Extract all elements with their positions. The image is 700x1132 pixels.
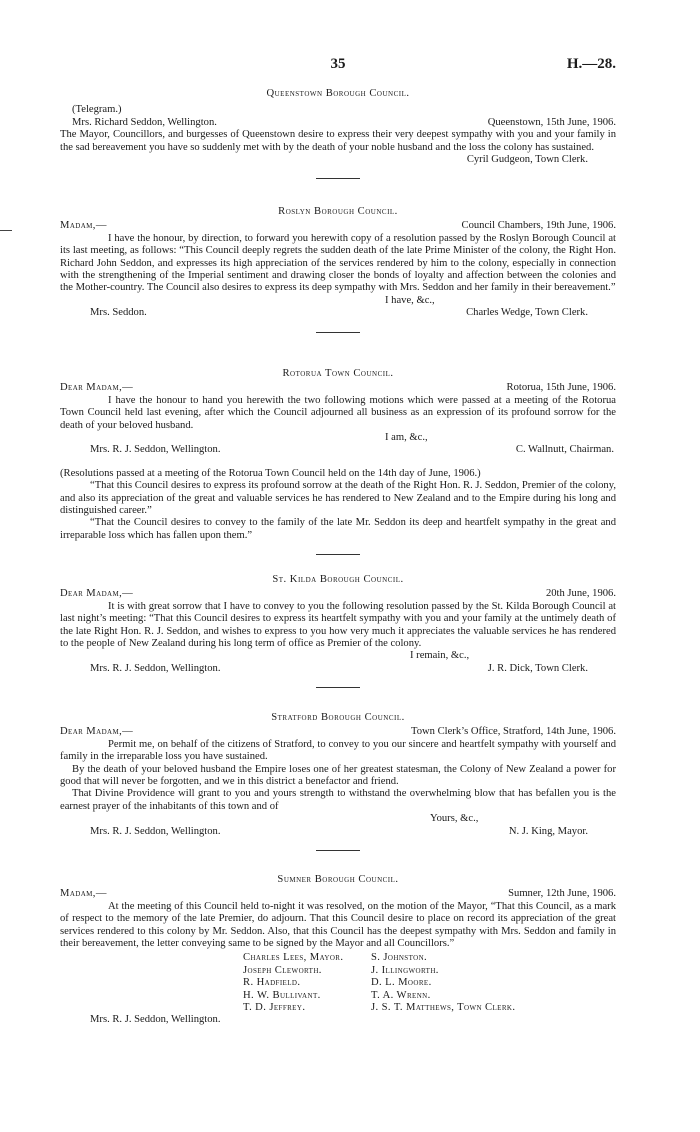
sumner-dateline: Sumner, 12th June, 1906. xyxy=(508,888,616,900)
section-divider xyxy=(316,687,360,688)
roslyn-signoff-row xyxy=(60,307,616,319)
rotorua-heading: Rotorua Town Council. xyxy=(282,368,394,379)
rotorua-closing: I am, &c., xyxy=(385,432,428,444)
roslyn-addressee: Mrs. Seddon. xyxy=(90,307,147,319)
signatory: T. D. Jeffrey. xyxy=(243,1002,306,1014)
signatory: T. A. Wrenn. xyxy=(371,989,431,1001)
stkilda-body: It is with great sorrow that I have to convey to you the following resolution passed by the St. Kilda Borough Council at last night’s meeting: “That this Council desires to express its heartfelt sympathy with you and your family at the untimely death of the late Right Hon. R. J. Seddon, and wishes to express to you how very much it appreciates the valuable services he has rendered to the people of New Zealand during his long term of office as Premier of the colony. xyxy=(60,600,616,650)
stkilda-salutation: Dear Madam,— xyxy=(60,588,134,600)
signatory: J. S. T. Matthews, Town Clerk. xyxy=(371,1002,516,1014)
stkilda-signature: J. R. Dick, Town Clerk. xyxy=(487,662,588,674)
queenstown-dateline: Queenstown, 15th June, 1906. xyxy=(487,116,616,128)
rotorua-dateline: Rotorua, 15th June, 1906. xyxy=(506,382,616,394)
sumner-salutation: Madam,— xyxy=(60,888,107,900)
signatory: D. L. Moore. xyxy=(371,977,432,989)
section-divider xyxy=(316,332,360,333)
queenstown-heading: Queenstown Borough Council. xyxy=(266,88,410,99)
signatory: Charles Lees, Mayor. xyxy=(243,952,344,964)
stratford-dateline: Town Clerk’s Office, Stratford, 14th June, 1906. xyxy=(410,726,616,738)
stratford-signoff-row xyxy=(60,826,616,838)
sumner-letter xyxy=(60,874,616,1027)
stratford-salutation: Dear Madam,— xyxy=(60,726,134,738)
roslyn-salutation-row xyxy=(60,220,616,232)
rotorua-salutation: Dear Madam,— xyxy=(60,382,134,394)
signatory: Joseph Cleworth. xyxy=(243,964,322,976)
rotorua-resolution-2: “That the Council desires to convey to the family of the late Mr. Seddon its deep and heartfelt sympathy in the great and irreparable loss which has fallen upon them.” xyxy=(60,517,616,541)
queenstown-signature: Cyril Gudgeon, Town Clerk. xyxy=(466,154,588,166)
rotorua-signature: C. Wallnutt, Chairman. xyxy=(515,444,614,456)
margin-mark xyxy=(0,230,12,231)
section-divider xyxy=(316,850,360,851)
stratford-signature: N. J. King, Mayor. xyxy=(508,825,588,837)
stratford-salutation-row xyxy=(60,726,616,738)
roslyn-signature: Charles Wedge, Town Clerk. xyxy=(466,307,588,319)
document-reference: H.—28. xyxy=(566,56,616,72)
stratford-para-1: Permit me, on behalf of the citizens of Stratford, to convey to you our sincere and heartfelt sympathy with yourself and family in the irreparable loss you have sustained. xyxy=(60,738,616,763)
stratford-addressee: Mrs. R. J. Seddon, Wellington. xyxy=(90,825,221,837)
queenstown-address-row xyxy=(60,117,616,129)
rotorua-resolution-1: “That this Council desires to express its profound sorrow at the death of the Right Hon. R. J. Seddon, Premier of the colony, and also its appreciation of the great and valuable services he has rendered to New Zealand and to the Empire during his long and distinguished career.” xyxy=(60,480,616,517)
telegram-label: (Telegram.) xyxy=(72,104,122,116)
signatory: S. Johnston. xyxy=(371,952,428,964)
rotorua-letter xyxy=(60,368,616,568)
roslyn-body: I have the honour, by direction, to forward you herewith copy of a resolution passed by the Roslyn Borough Council at its last meeting, as follows: “This Council deeply regrets the sudden death of the late Prime Minister of the colony, the Right Hon. Richard John Seddon, and expresses its high appreciation of the services rendered by him to the colony, especially in connection with the strengthening of the Imperial sentiment and drawing closer the bonds of loyalty and affection between the colonies and the Mother-country. The Council also desires to express its deep sympathy with Mrs. Seddon and her family in their bereavement.” xyxy=(60,232,616,294)
rotorua-signoff-row xyxy=(60,444,616,456)
signatory: R. Hadfield. xyxy=(243,977,301,989)
section-divider xyxy=(316,554,360,555)
rotorua-salutation-row xyxy=(60,382,616,394)
stkilda-salutation-row xyxy=(60,588,616,600)
roslyn-dateline: Council Chambers, 19th June, 1906. xyxy=(461,220,616,232)
queenstown-body: The Mayor, Councillors, and burgesses of Queenstown desire to express their very deepest sympathy with you and your family in the sad bereavement you have so suddenly met with by the death of your noble husband and the loss the colony has sustained. xyxy=(60,129,616,153)
stkilda-heading: St. Kilda Borough Council. xyxy=(272,574,404,585)
stkilda-addressee: Mrs. R. J. Seddon, Wellington. xyxy=(90,662,221,674)
roslyn-closing: I have, &c., xyxy=(385,294,435,306)
queenstown-addressee: Mrs. Richard Seddon, Wellington. xyxy=(72,116,217,128)
stratford-letter xyxy=(60,712,616,864)
stratford-heading: Stratford Borough Council. xyxy=(271,712,405,723)
roslyn-salutation: Madam,— xyxy=(60,220,107,232)
queenstown-letter xyxy=(60,88,616,192)
stratford-para-3: That Divine Providence will grant to you and yours strength to withstand the overwhelming blow that has befallen you is the earnest prayer of the inhabitants of this town and of xyxy=(60,788,616,812)
stkilda-letter xyxy=(60,574,616,701)
sumner-salutation-row xyxy=(60,888,616,900)
stkilda-dateline: 20th June, 1906. xyxy=(545,588,616,600)
sumner-heading: Sumner Borough Council. xyxy=(277,874,399,885)
signatory: J. Illingworth. xyxy=(371,964,439,976)
page-number: 35 xyxy=(330,56,346,72)
rotorua-addressee: Mrs. R. J. Seddon, Wellington. xyxy=(90,444,221,456)
stkilda-signoff-row xyxy=(60,663,616,675)
signatory: H. W. Bullivant. xyxy=(243,989,321,1001)
rotorua-body: I have the honour to hand you herewith the two following motions which were passed at a meeting of the Rotorua Town Council held last evening, after which the Council adjourned all business as an expression of its profound sorrow for the death of your beloved husband. xyxy=(60,394,616,431)
sumner-addressee: Mrs. R. J. Seddon, Wellington. xyxy=(90,1014,221,1026)
stratford-closing: Yours, &c., xyxy=(430,813,479,825)
section-divider xyxy=(316,178,360,179)
stratford-para-2: By the death of your beloved husband the Empire loses one of her greatest statesman, the Colony of New Zealand a power for good that will never be forgotten, and we in this district a benefactor and friend. xyxy=(60,763,616,788)
stkilda-closing: I remain, &c., xyxy=(410,650,470,662)
roslyn-heading: Roslyn Borough Council. xyxy=(278,206,398,217)
rotorua-resolutions-intro: (Resolutions passed at a meeting of the Rotorua Town Council held on the 14th day of June, 1906.) xyxy=(60,467,481,479)
sumner-body: At the meeting of this Council held to-night it was resolved, on the motion of the Mayor, “That this Council, as a mark of respect to the memory of the late Premier, do adjourn. That this Council desire to place on record its appreciation of the great services rendered to this colony by Mr. Seddon. Also, that this Council has the deepest sympathy with Mrs. Seddon and family in their bereavement, the letter conveying same to be signed by the Mayor and all Councillors.” xyxy=(60,900,616,950)
roslyn-letter xyxy=(60,206,616,346)
sumner-signatories xyxy=(243,952,616,1014)
